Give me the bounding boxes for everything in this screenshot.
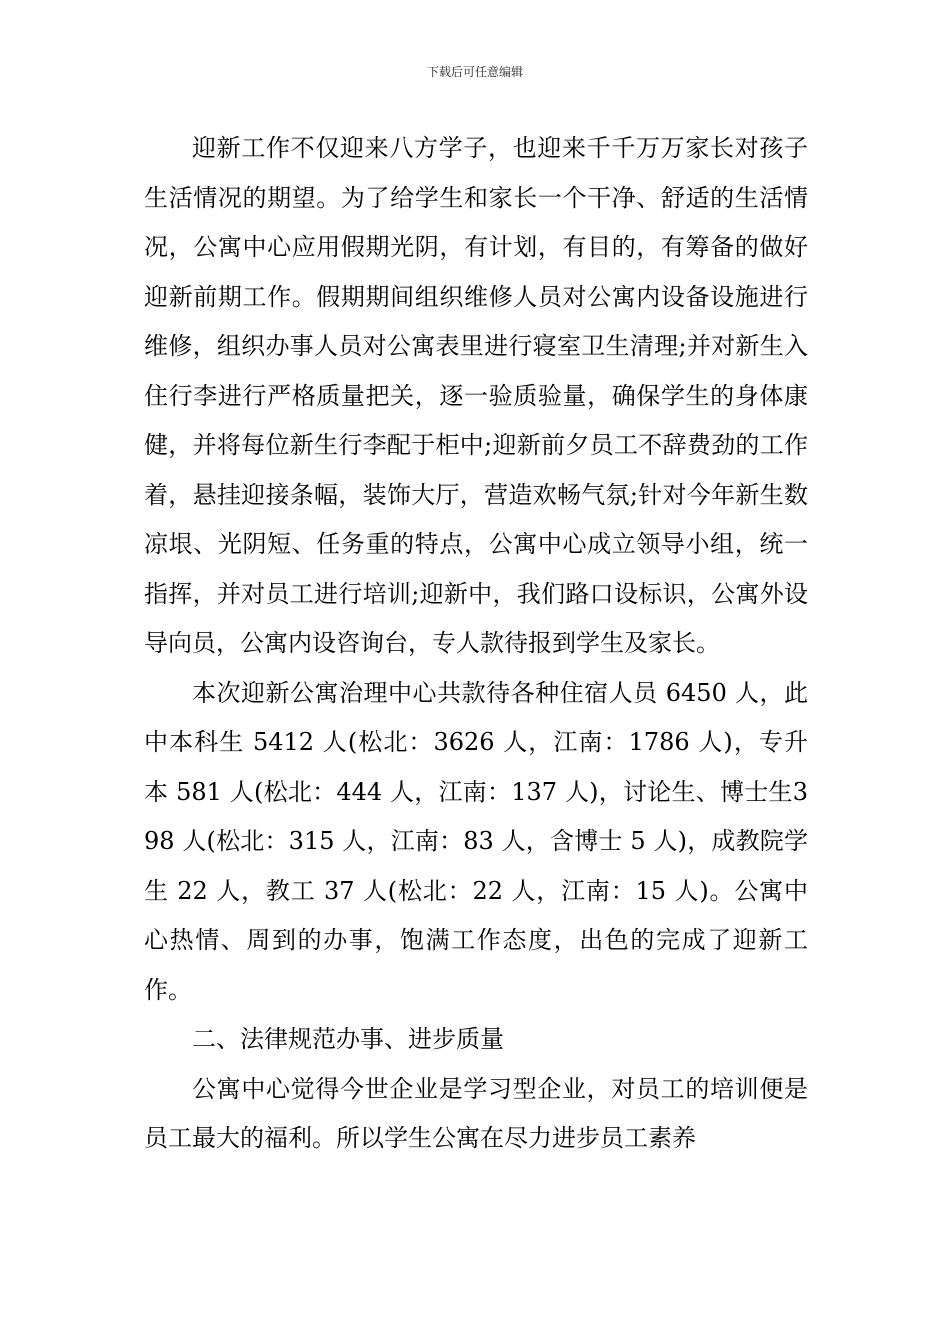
page-header-note: 下载后可任意编辑 [426, 65, 523, 79]
paragraph-reception-statistics: 本次迎新公寓治理中心共款待各种住宿人员 6450 人，此中本科生 5412 人(松北：3626 人，江南：1786 人)，专升本 581 人(松北：444 人，江南：137 人)，讨论生、博士生398 人(松北：315 人，江南：83 人，含博士 5 人)，成教院学生 22 人，教工 37 人(松北：22 人，江南：15 人)。公寓中心热情、周到的办事，饱满工作态度，出色的完成了迎新工作。 [144, 678, 808, 1004]
paragraph-welcome-preparation: 迎新工作不仅迎来八方学子，也迎来千千万万家长对孩子生活情况的期望。为了给学生和家长一个干净、舒适的生活情况，公寓中心应用假期光阴，有计划，有目的，有筹备的做好迎新前期工作。假期期间组织维修人员对公寓内设备设施进行维修，组织办事人员对公寓表里进行寝室卫生清理;并对新生入住行李进行严格质量把关，逐一验质验量，确保学生的身体康健，并将每位新生行李配于柜中;迎新前夕员工不辞费劲的工作着，悬挂迎接条幅，装饰大厅，营造欢畅气氛;针对今年新生数凉垠、光阴短、任务重的特点，公寓中心成立领导小组，统一指挥，并对员工进行培训;迎新中，我们路口设标识，公寓外设导向员，公寓内设咨询台，专人款待报到学生及家长。 [144, 134, 808, 657]
paragraph-staff-training: 公寓中心觉得今世企业是学习型企业，对员工的培训便是员工最大的福利。所以学生公寓在尽力进步员工素养 [144, 1074, 808, 1152]
document-body [144, 124, 808, 1164]
section-heading: 二、法律规范办事、进步质量 [192, 1025, 504, 1053]
